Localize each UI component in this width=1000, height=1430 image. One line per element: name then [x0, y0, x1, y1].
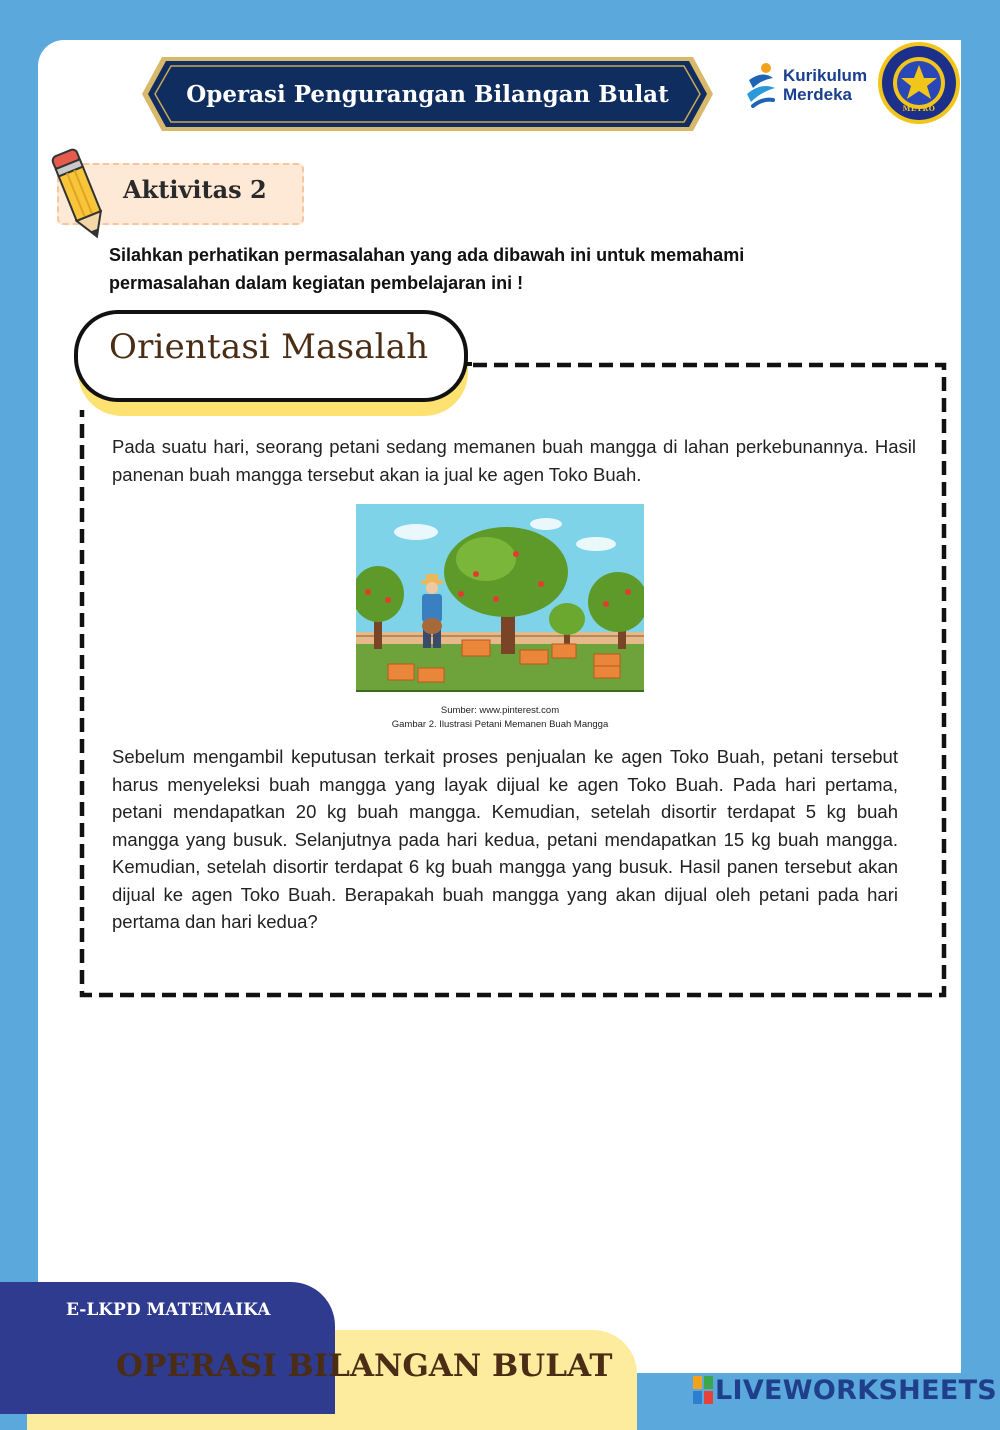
- header-banner: [140, 55, 715, 133]
- kurikulum-merdeka-icon: [743, 62, 779, 108]
- kurikulum-merdeka-logo: [743, 62, 873, 112]
- university-seal-icon: [876, 40, 962, 126]
- image-source: Sumber: www.pinterest.com: [440, 705, 560, 716]
- liveworksheets-logo-icon: [693, 1376, 713, 1404]
- paragraph-problem: Sebelum mengambil keputusan terkait proses penjualan ke agen Toko Buah, petani tersebut harus menyeleksi buah mangga yang layak dijual ke agen Toko Buah. Pada hari pertama, petani mendapatkan 20 kg buah mangga. Kemudian, setelah disortir terdapat 5 kg buah mangga yang busuk. Selanjutnya pada hari kedua, petani mendapatkan 15 kg buah mangga. Kemudian, setelah disortir terdapat 6 kg buah mangga yang busuk. Hasil panen tersebut akan dijual ke agen Toko Buah. Berapakah buah mangga yang akan dijual oleh petani pada hari pertama dan hari kedua?: [112, 746, 898, 932]
- footer-title: OPERASI BILANGAN BULAT: [116, 1348, 613, 1384]
- activity-title: Aktivitas 2: [123, 175, 267, 204]
- university-seal: [876, 40, 962, 126]
- farmer-harvest-illustration: [356, 504, 644, 692]
- header-title: Operasi Pengurangan Bilangan Bulat: [186, 80, 669, 108]
- image-caption: Gambar 2. Ilustrasi Petani Memanen Buah Mangga: [391, 719, 609, 730]
- logo-text-line2: Merdeka: [783, 85, 852, 104]
- section-title: Orientasi Masalah: [109, 327, 429, 367]
- footer-label: E-LKPD MATEMAIKA: [66, 1300, 271, 1320]
- logo-text-line1: Kurikulum: [783, 66, 868, 85]
- paragraph-intro: Pada suatu hari, seorang petani sedang memanen buah mangga di lahan perkebunannya. Hasil panenan buah mangga tersebut akan ia jual ke agen Toko Buah.: [112, 436, 916, 485]
- liveworksheets-watermark[interactable]: [693, 1372, 997, 1408]
- liveworksheets-text: LIVEWORKSHEETS: [715, 1374, 998, 1406]
- seal-text: METRO: [902, 104, 936, 113]
- activity-instruction: Silahkan perhatikan permasalahan yang ada dibawah ini untuk memahami permasalahan dalam kegiatan pembelajaran ini !: [109, 245, 745, 293]
- pencil-icon: [44, 140, 114, 245]
